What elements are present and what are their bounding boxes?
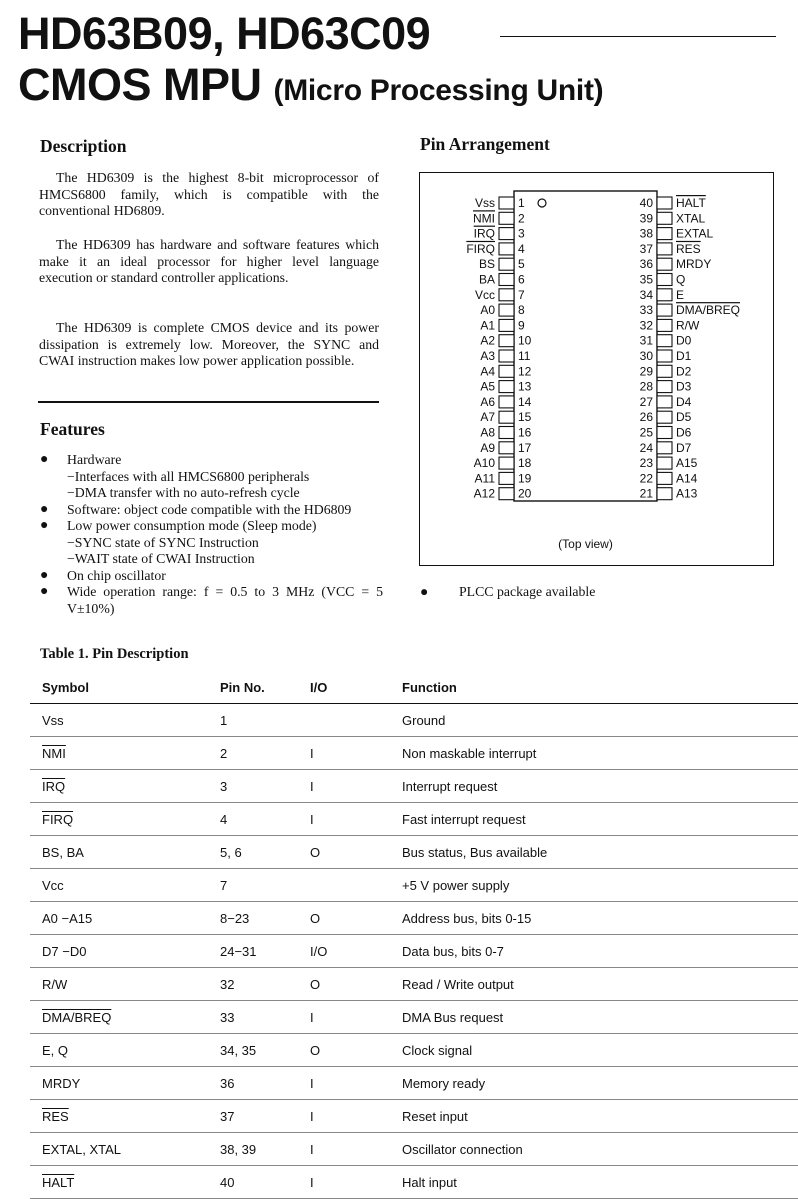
feature-text: Software: object code compatible with the HD6809 [67, 501, 352, 517]
io-cell: I [310, 1142, 314, 1157]
bullet-icon: ● [40, 584, 49, 599]
feature-item [38, 518, 383, 568]
pin-number-right: 37 [639, 241, 653, 256]
pin-pad [499, 427, 514, 439]
feature-item [38, 502, 383, 519]
symbol-cell: R/W [42, 977, 68, 992]
description-heading: Description [40, 136, 127, 156]
features-list [38, 452, 383, 617]
pin-number-right: 26 [639, 410, 653, 425]
pin-pad [657, 427, 672, 439]
symbol-cell: FIRQ [42, 812, 74, 827]
pin-no-cell: 7 [220, 878, 228, 893]
pin-pad [657, 472, 672, 484]
pin-pad [657, 365, 672, 377]
pin-number-left: 3 [518, 226, 525, 241]
pin-number-right: 34 [639, 287, 653, 302]
pin-pad [499, 335, 514, 347]
pin-number-left: 9 [518, 318, 525, 333]
pin-name-right: D2 [676, 364, 692, 379]
io-cell: I/O [310, 944, 328, 959]
pin-name-left: FIRQ [466, 241, 495, 256]
function-cell: Non maskable interrupt [402, 746, 537, 761]
pin-number-left: 7 [518, 287, 525, 302]
features-heading: Features [40, 419, 105, 439]
description-paragraph-2: The HD6309 has hardware and software features which make it an ideal processor for higher level language execution or standard controller applications. [39, 237, 379, 285]
table-row [30, 1099, 798, 1133]
pin-name-right: D6 [676, 425, 692, 440]
function-cell: DMA Bus request [402, 1010, 504, 1025]
pin-no-cell: 2 [220, 746, 228, 761]
pin-number-right: 27 [639, 394, 653, 409]
io-cell: I [310, 812, 314, 827]
pin-pad [499, 197, 514, 209]
pin-number-left: 6 [518, 272, 525, 287]
pin-pad [499, 381, 514, 393]
pin-name-left: A5 [480, 379, 495, 394]
pin-pad [657, 289, 672, 301]
pin-number-right: 39 [639, 211, 653, 226]
table-row [30, 1000, 798, 1034]
table-row [30, 769, 798, 803]
pin-name-right: HALT [676, 196, 706, 210]
table-row [30, 736, 798, 770]
pin-pad [499, 258, 514, 270]
pin-pad [657, 243, 672, 255]
table-row [30, 1033, 798, 1067]
pin-name-left: A11 [474, 471, 495, 486]
pin-number-left: 17 [518, 440, 532, 455]
pin-name-right: R/W [676, 318, 700, 333]
pin-number-right: 35 [639, 272, 653, 287]
pin-number-right: 40 [639, 196, 653, 210]
pin-pad [657, 396, 672, 408]
pin-number-left: 20 [518, 486, 532, 501]
pin-pad [657, 442, 672, 454]
io-cell: I [310, 1175, 314, 1190]
pin-name-right: Q [676, 272, 686, 287]
pin-number-right: 33 [639, 303, 653, 318]
feature-text: On chip oscillator [67, 567, 166, 583]
table-row [30, 802, 798, 836]
function-cell: Address bus, bits 0-15 [402, 911, 532, 926]
pin-number-left: 2 [518, 211, 525, 226]
function-cell: Data bus, bits 0-7 [402, 944, 504, 959]
function-cell: +5 V power supply [402, 878, 510, 893]
pin-number-left: 5 [518, 257, 525, 272]
bullet-icon: ● [40, 518, 49, 533]
pin-name-right: DMA/BREQ [676, 303, 741, 318]
pin-pad [499, 243, 514, 255]
pin-no-cell: 38, 39 [220, 1142, 257, 1157]
pin-no-cell: 36 [220, 1076, 235, 1091]
pin-name-right: E [676, 287, 685, 302]
symbol-cell: $\overline{RES}$ [42, 1109, 69, 1124]
pin-pad [499, 304, 514, 316]
pin-number-right: 36 [639, 257, 653, 272]
pin-number-right: 28 [639, 379, 653, 394]
pin-pad [499, 488, 514, 500]
pin-number-right: 29 [639, 364, 653, 379]
function-cell: Fast interrupt request [402, 812, 526, 827]
pin-name-left: A0 [480, 303, 495, 318]
io-cell: I [310, 1010, 314, 1025]
pin-number-left: 8 [518, 303, 525, 318]
pin-number-right: 30 [639, 349, 653, 363]
pin-pad [657, 212, 672, 224]
pin-number-left: 1 [518, 196, 525, 210]
description-paragraph-1: The HD6309 is the highest 8-bit microprocessor of HMCS6800 family, which is compatible with the conventional HD6809. [39, 170, 379, 218]
pin-number-left: 16 [518, 425, 532, 440]
pin-number-right: 31 [639, 333, 653, 348]
io-cell: O [310, 977, 321, 992]
pin-pad [657, 457, 672, 469]
pin-number-left: 13 [518, 379, 532, 394]
symbol-cell: Vcc [42, 878, 64, 893]
pin-pad [499, 472, 514, 484]
function-cell: Reset input [402, 1109, 468, 1124]
symbol-cell: MRDY [42, 1076, 81, 1091]
table-row [30, 901, 798, 935]
pin-no-cell: 33 [220, 1010, 235, 1025]
pin-name-left: NMI [473, 211, 495, 226]
pin-pad [499, 212, 514, 224]
pin-no-cell: 40 [220, 1175, 235, 1190]
function-cell: Bus status, Bus available [402, 845, 548, 860]
pin-name-right: A14 [676, 471, 698, 486]
pin-pad [499, 289, 514, 301]
bullet-icon: ● [40, 567, 49, 583]
title-line-1: HD63B09, HD63C09 [18, 8, 431, 59]
pin-pad [499, 319, 514, 331]
pin-number-left: 4 [518, 241, 525, 256]
pin-pad [657, 411, 672, 423]
pin-no-cell: 37 [220, 1109, 235, 1124]
pin-no-cell: 34, 35 [220, 1043, 257, 1058]
function-cell: Memory ready [402, 1076, 486, 1091]
io-cell: O [310, 911, 321, 926]
symbol-cell: A0 −A15 [42, 911, 93, 926]
pin-pad [499, 457, 514, 469]
pin-pad [499, 365, 514, 377]
pin-pad [499, 274, 514, 286]
function-cell: Interrupt request [402, 779, 498, 794]
chip-body [514, 191, 657, 501]
pin-number-left: 18 [518, 456, 532, 471]
symbol-cell: DMA/BREQ [42, 1010, 112, 1025]
io-cell: O [310, 845, 321, 860]
header-symbol: Symbol [42, 680, 89, 695]
pin-number-right: 25 [639, 425, 653, 440]
pin-pad [657, 350, 672, 362]
feature-subitem: −DMA transfer with no auto-refresh cycle [67, 485, 300, 500]
pin-name-right: D1 [676, 349, 692, 363]
feature-subitem: −SYNC state of SYNC Instruction [67, 534, 259, 550]
pin-number-right: 38 [639, 226, 653, 241]
pin-name-right: D4 [676, 394, 692, 409]
pin-number-right: 32 [639, 318, 653, 333]
pin-number-left: 11 [518, 349, 531, 363]
pin-number-left: 10 [518, 333, 532, 348]
feature-item [38, 568, 383, 585]
pin-no-cell: 5, 6 [220, 845, 242, 860]
pin-number-right: 23 [639, 456, 653, 471]
symbol-cell: EXTAL, XTAL [42, 1142, 121, 1157]
pin-name-right: D3 [676, 379, 692, 394]
pin-name-right: D7 [676, 440, 692, 455]
pin-pad [499, 442, 514, 454]
pin-number-right: 21 [639, 486, 653, 501]
pin-no-cell: 8−23 [220, 911, 250, 926]
symbol-cell: $\overline{IRQ}$ [42, 779, 66, 794]
pin-pad [499, 228, 514, 240]
pin-number-left: 15 [518, 410, 532, 425]
pin-name-left: BS [478, 257, 495, 272]
table-row [30, 703, 798, 737]
io-cell: I [310, 779, 314, 794]
pin-diagram [419, 172, 774, 566]
pin-pad [657, 335, 672, 347]
function-cell: Ground [402, 713, 446, 728]
pin-name-left: A9 [480, 440, 495, 455]
pin-pad [657, 228, 672, 240]
table-row [30, 1066, 798, 1100]
pin-name-left: A4 [480, 364, 495, 379]
pin-name-left: A2 [480, 333, 495, 348]
feature-item [38, 584, 383, 617]
title-cmos-mpu: CMOS MPU [18, 59, 262, 110]
pin-pad [499, 411, 514, 423]
symbol-cell: BS, BA [42, 845, 84, 860]
symbol-cell: HALT [42, 1175, 75, 1190]
feature-text: Wide operation range: f = 0.5 to 3 MHz (VCC = 5 V±10%) [67, 584, 383, 616]
io-cell: I [310, 746, 314, 761]
pin-name-right: MRDY [676, 257, 712, 272]
feature-subitem: −WAIT state of CWAI Instruction [67, 551, 255, 566]
feature-text: Low power consumption mode (Sleep mode) [67, 518, 317, 533]
function-cell: Clock signal [402, 1043, 473, 1058]
pin-number-left: 12 [518, 364, 532, 379]
pin-name-left: IRQ [473, 226, 495, 241]
pin-name-left: A3 [480, 349, 495, 363]
header-pin-no: Pin No. [220, 680, 265, 695]
pin-pad [499, 350, 514, 362]
symbol-cell: E, Q [42, 1043, 69, 1058]
pin-name-left: A8 [480, 425, 495, 440]
plcc-note-text: PLCC package available [459, 584, 596, 599]
pin-name-left: Vcc [474, 287, 495, 302]
feature-item [38, 452, 383, 502]
pin-no-cell: 24−31 [220, 944, 257, 959]
table-row [30, 934, 798, 968]
table-header-row [30, 670, 798, 704]
pin-no-cell: 32 [220, 977, 235, 992]
pin-number-right: 24 [639, 440, 653, 455]
pin-name-right: A15 [676, 456, 698, 471]
header-function: Function [402, 680, 457, 695]
pin-name-right: D0 [676, 333, 692, 348]
table-row [30, 1132, 798, 1166]
pin-no-cell: 3 [220, 779, 228, 794]
table-caption: Table 1. Pin Description [40, 646, 189, 662]
bullet-icon: ● [40, 501, 49, 517]
pin-pad [657, 319, 672, 331]
pin-name-left: A1 [480, 318, 495, 333]
pin-pad [657, 274, 672, 286]
pin-name-left: A10 [473, 456, 495, 471]
io-cell: I [310, 1076, 314, 1091]
table-row [30, 1165, 798, 1199]
pin-pad [657, 258, 672, 270]
pin-name-left: A12 [473, 486, 495, 501]
function-cell: Read / Write output [402, 977, 514, 992]
section-divider [38, 401, 379, 403]
pin-no-cell: 1 [220, 713, 228, 728]
pin-pad [657, 197, 672, 209]
symbol-cell: Vss [42, 713, 64, 728]
pin-name-left: A7 [480, 410, 495, 425]
pin-no-cell: 4 [220, 812, 228, 827]
table-row [30, 835, 798, 869]
io-cell: I [310, 1109, 314, 1124]
function-cell: Halt input [402, 1175, 457, 1190]
pin-pad [657, 488, 672, 500]
io-cell: O [310, 1043, 321, 1058]
pin-arrangement-heading: Pin Arrangement [420, 134, 550, 154]
title-line-2 [18, 58, 603, 118]
bullet-icon: ● [420, 584, 429, 599]
pin-name-left: A6 [480, 394, 495, 409]
symbol-cell: $\overline{NMI}$ [42, 746, 66, 761]
pin-name-right: A13 [676, 486, 698, 501]
bullet-icon: ● [40, 452, 49, 467]
top-view-label: (Top view) [558, 537, 613, 551]
feature-subitem: −Interfaces with all HMCS6800 peripherals [67, 468, 310, 484]
pin-pad [499, 396, 514, 408]
pin-number-left: 19 [518, 471, 532, 486]
title-subtitle: (Micro Processing Unit) [273, 74, 604, 107]
symbol-cell: D7 −D0 [42, 944, 87, 959]
pin-name-right: EXTAL [676, 226, 714, 241]
pin-name-left: Vss [474, 196, 495, 210]
feature-text: Hardware [67, 452, 122, 467]
table-row [30, 967, 798, 1001]
function-cell: Oscillator connection [402, 1142, 523, 1157]
pin-number-right: 22 [639, 471, 653, 486]
description-paragraph-3: The HD6309 is complete CMOS device and its power dissipation is extremely low. Moreover, the SYNC and CWAI instruction makes low power application possible. [39, 320, 379, 368]
title-rule [500, 36, 776, 37]
table-row [30, 868, 798, 902]
pin-pad [657, 304, 672, 316]
pin-name-right: XTAL [676, 211, 706, 226]
pin-name-right: D5 [676, 410, 692, 425]
pin-name-left: BA [478, 272, 495, 287]
pin-number-left: 14 [518, 394, 532, 409]
header-io: I/O [310, 680, 328, 695]
pin-pad [657, 381, 672, 393]
pin-name-right: RES [676, 241, 701, 256]
